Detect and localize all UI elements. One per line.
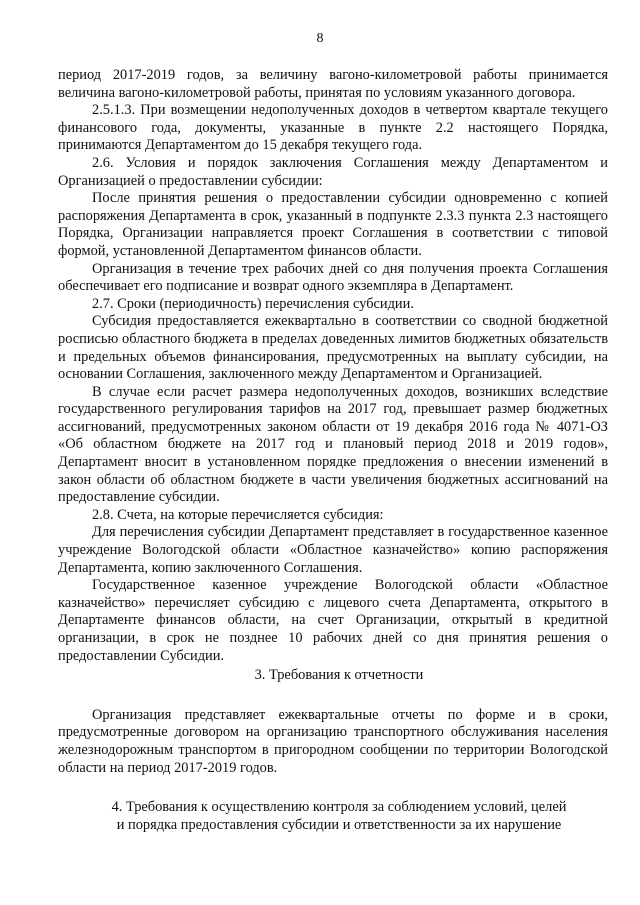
paragraph-agreement-draft: После принятия решения о предоставлении субсидии одновременно с копией распоряжения Департамента в срок, указанный в подпункте 2.3.3 пункта 2.3 настоящего Порядка, Организации направляется проект Соглашения в соответствии с типовой формой, установленной Департаментом финансов области. xyxy=(58,190,608,259)
paragraph-budget-changes: В случае если расчет размера недополученных доходов, возникших вследствие государственного регулирования тарифов на 2017 год, превышает размер бюджетных ассигнований, предусмотренных законом области от 19 декабря 2016 года № 4071-ОЗ «Об областном бюджете на 2017 год и плановый период 2018 и 2019 годов», Департамент вносит в установленном порядке предложения о внесении изменений в закон области об областном бюджете в части увеличения бюджетных ассигнований на предоставление субсидии. xyxy=(58,383,608,506)
paragraph-agreement-signing: Организация в течение трех рабочих дней со дня получения проекта Соглашения обеспечивает его подписание и возврат одного экземпляра в Департамент. xyxy=(58,260,608,295)
section-4-heading-line-1: 4. Требования к осуществлению контроля за соблюдением условий, целей xyxy=(111,799,567,816)
section-3-text: Организация представляет ежеквартальные отчеты по форме и в сроки, предусмотренные договором на организацию транспортного обслуживания населения железнодорожным транспортом в пригородном сообщении по территории Вологодской области на период 2017-2019 годов. xyxy=(58,706,608,776)
paragraph-treasury-documents: Для перечисления субсидии Департамент представляет в государственное казенное учреждение Вологодской области «Областное казначейство» копию распоряжения Департамента, копию заключенного Соглашения. xyxy=(58,524,608,576)
paragraph-quarterly-subsidy: Субсидия предоставляется ежеквартально в соответствии со сводной бюджетной росписью областного бюджета в пределах доведенных лимитов бюджетных обязательств и предельных объемов финансирования, предусмотренных на выплату субсидии, на основании Соглашения, заключенного между Департаментом и Организацией. xyxy=(58,313,608,383)
paragraph-2-7: 2.7. Сроки (периодичность) перечисления субсидии. xyxy=(92,295,414,312)
section-4-heading xyxy=(58,799,608,834)
paragraph-2-6: 2.6. Условия и порядок заключения Соглашения между Департаментом и Организацией о предоставлении субсидии: xyxy=(58,154,608,189)
document-body xyxy=(58,67,608,834)
section-3-heading: 3. Требования к отчетности xyxy=(254,667,424,684)
paragraph-treasury-transfer: Государственное казенное учреждение Вологодской области «Областное казначейство» перечисляет субсидию с лицевого счета Департамента, открытого в Департаменте финансов области, на счет Организации, открытый в кредитной организации, в срок не позднее 10 рабочих дней со дня принятия решения о предоставлении Субсидии. xyxy=(58,577,608,664)
paragraph-2-5-1-3: 2.5.1.3. При возмещении недополученных доходов в четвертом квартале текущего финансового года, документы, указанные в пункте 2.2 настоящего Порядка, принимаются Департаментом до 15 декабря текущего года. xyxy=(58,102,608,154)
paragraph-2-8: 2.8. Счета, на которые перечисляется субсидия: xyxy=(92,506,384,523)
paragraph-continuation: период 2017-2019 годов, за величину вагоно-километровой работы принимается величина вагоно-километровой работы, принятая по условиям указанного договора. xyxy=(58,67,608,101)
section-4-heading-line-2: и порядка предоставления субсидии и ответственности за их нарушение xyxy=(116,816,562,833)
page-number: 8 xyxy=(316,31,324,46)
